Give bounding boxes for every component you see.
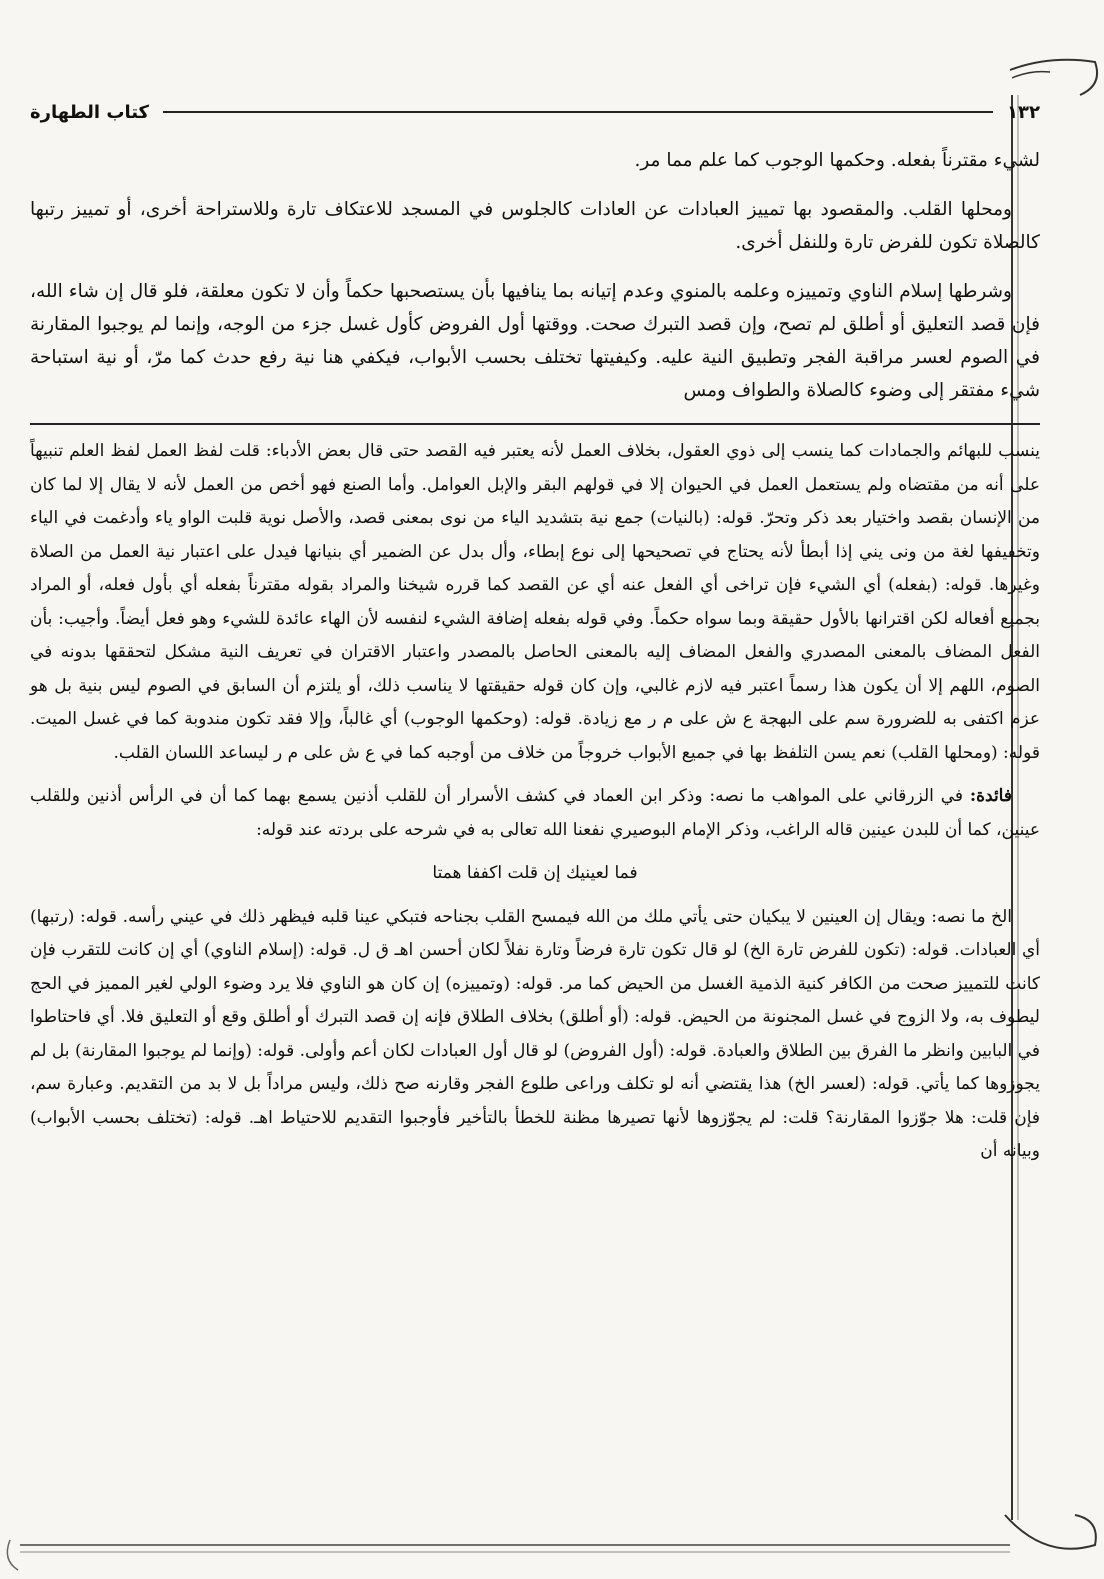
footnote-divider (30, 423, 1040, 425)
page-header (30, 92, 1040, 132)
faida-paragraph (30, 780, 1040, 847)
note-paragraph-3: الخ ما نصه: ويقال إن العينين لا يبكيان حتى يأتي ملك من الله فيمسح القلب بجناحه فتبكي عينا قلبه فيظهر ذلك في عيني رأسه. قوله: (رتبها) أي العبادات. قوله: (تكون للفرض تارة الخ) لو قال تكون تارة فرضاً وتارة نفلاً لكان أحسن اهـ ق ل. قوله: (إسلام الناوي) أي إن كانت للتقرب فإن كانت للتمييز صحت من الكافر كنية الذمية الغسل من الحيض كما مر. قوله: (وتمييزه) إن كان هو الناوي فلا يرد وضوء الولي لغير المميز في الحج ليطوف به، ولا الزوج في غسل المجنونة من الحيض. قوله: (أو أطلق) بخلاف الطلاق فإنه إن قصد التبرك أو أطلق وقع أو التعليق فلا. أي فاحتاطوا في البابين وانظر ما الفرق بين الطلاق والعبادة. قوله: (أول الفروض) لو قال أول العبادات لكان أعم وأولى. قوله: (وإنما لم يوجبوا المقارنة) بل لم يجوزوها كما يأتي. قوله: (لعسر الخ) هذا يقتضي أنه لو تكلف وراعى طلوع الفجر وقارنه صح ذلك، وليس مراداً بل لا بد من التقديم. وعبارة سم، فإن قلت: هلا جوّزوا المقارنة؟ قلت: لم يجوّزوها لأنها تصيرها مظنة للخطأ بالتأخير فأوجبوا التقديم للاحتياط اهـ. قوله: (تختلف بحسب الأبواب) وبيانه أن (30, 906, 1040, 1161)
verse-line: فما لعينيك إن قلت اكففا همتا (432, 863, 638, 883)
book-page (30, 92, 1040, 1179)
book-title: كتاب الطهارة (30, 101, 150, 123)
faida-label: فائدة: (969, 786, 1012, 806)
header-rule (163, 111, 993, 113)
page-number: ١٣٢ (1007, 101, 1040, 123)
main-paragraph-2: ومحلها القلب. والمقصود بها تمييز العبادات عن العادات كالجلوس في المسجد للاعتكاف تارة وللاستراحة أخرى، أو تمييز رتبها كالصلاة تكون للفرض تارة وللنفل أخرى. (30, 199, 1040, 253)
main-paragraph-3: وشرطها إسلام الناوي وتمييزه وعلمه بالمنوي وعدم إتيانه بما ينافيها بأن يستصحبها حكماً وأن لا تكون معلقة، فلو قال إن شاء الله، فإن قصد التعليق أو أطلق لم تصح، وإن قصد التبرك صحت. ووقتها أول الفروض كأول غسل جزء من الوجه، وإنما لم يوجبوا المقارنة في الصوم لعسر مراقبة الفجر وتطبيق النية عليه. وكيفيتها تختلف بحسب الأبواب، فيكفي هنا نية رفع حدث كما مرّ، أو نية استباحة شيء مفتقر إلى وضوء كالصلاة والطواف ومس (30, 281, 1040, 401)
faida-text: في الزرقاني على المواهب ما نصه: وذكر ابن العماد في كشف الأسرار أن للقلب أذنين يسمع بهما كما أن في الرأس أذنين وللقلب عينين، كما أن للبدن عينين قاله الراغب، وذكر الإمام البوصيري نفعنا الله تعالى به في شرحه على بردته عند قوله: (30, 786, 1040, 840)
commentary-notes (30, 435, 1040, 1169)
note-paragraph-1: ينسب للبهائم والجمادات كما ينسب إلى ذوي العقول، بخلاف العمل لأنه يعتبر فيه القصد حتى قال بعض الأدباء: قلت لفظ العمل لفظ العلم تنبيهاً على أنه من مقتضاه ولم يستعمل العمل في الحيوان إلا في قولهم البقر والإبل العوامل. وأما الصنع فهو أخص من العمل لأنه لا يقال إلا لما كان من الإنسان بقصد واختيار بعد ذكر وتحرّ. قوله: (بالنيات) جمع نية بتشديد الياء من نوى بمعنى قصد، والأصل نوية قلبت الواو ياء وأدغمت في الياء وتخفيفها لغة من ونى يني إذا أبطأ لأنه يحتاج في تصحيحها إلى نوع إبطاء، وأل بدل عن الضمير أي بنيانها فيدل على اعتبار نية العمل من الصلاة وغيرها. قوله: (بفعله) أي الشيء فإن تراخى أي الفعل عنه أي عن القصد كما قرره شيخنا والمراد بقوله مقترناً بفعله أي بأول فعله، أو المراد بجميع أفعاله لكن اقترانها بالأول حقيقة وبما سواه حكماً. وفي قوله بفعله إضافة الشيء لنفسه لأن الهاء عائدة للشيء وهو فعل أيضاً. وأجيب: بأن الفعل المضاف بالمعنى المصدري والفعل المضاف إليه بالمعنى الحاصل بالمصدر واعتبار الاقتران في تعريف النية مشكل لتحققها بدونه في الصوم، اللهم إلا أن يكون هذا رسماً اعتبر فيه لازم غالبي، وإن كان قوله حقيقتها لا يناسب ذلك، أو يلتزم أن السابق في الصوم ليس بنية بل هو عزم اكتفى به للضرورة سم على البهجة ع ش على م ر مع زيادة. قوله: (وحكمها الوجوب) أي غالباً، وإلا فقد تكون مندوبة كما في غسل الميت. قوله: (ومحلها القلب) نعم يسن التلفظ بها في جميع الأبواب خروجاً من خلاف من أوجبه كما في ع ش على م ر ليساعد اللسان القلب. (30, 441, 1040, 763)
main-text (30, 144, 1040, 407)
main-paragraph-1: لشيء مقترناً بفعله. وحكمها الوجوب كما علم مما مر. (634, 150, 1040, 171)
